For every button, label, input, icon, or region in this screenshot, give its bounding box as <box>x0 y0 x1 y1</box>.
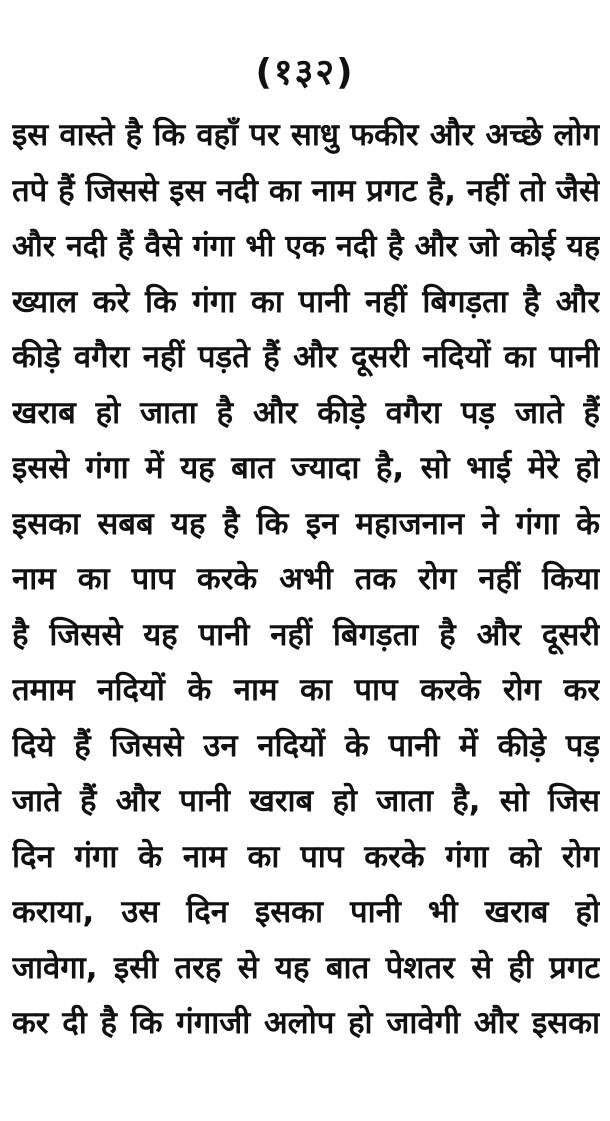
text-line-4: ख्याल करे कि गंगा का पानी नहीं बिगड़ता है और <box>12 283 600 320</box>
text-line-7: इससे गंगा में यह बात ज्यादा है, सो भाई मेरे हो <box>12 450 600 486</box>
text-line-5: कीड़े वगैरा नहीं पड़ते हैं और दूसरी नदियों का पानी <box>12 339 600 375</box>
text-line-14: दिन गंगा के नाम का पाप करके गंगा को रोग <box>12 838 600 875</box>
text-line-15: कराया, उस दिन इसका पानी भी खराब हो <box>12 894 600 930</box>
text-line-2: तपे हैं जिससे इस नदी का नाम प्रगट है, नहीं तो जैसे <box>12 172 600 209</box>
text-line-9: नाम का पाप करके अभी तक रोग नहीं किया <box>12 561 600 597</box>
text-line-3: और नदी हैं वैसे गंगा भी एक नदी है और जो कोई यह <box>12 229 600 264</box>
text-line-13: जाते हैं और पानी खराब हो जाता है, सो जिस <box>12 783 600 819</box>
body-text <box>12 108 600 1052</box>
text-line-16: जावेगा, इसी तरह से यह बात पेशतर से ही प्रगट <box>12 949 600 986</box>
text-line-1: इस वास्ते है कि वहाँ पर साधु फकीर और अच्छे लोग <box>12 117 600 153</box>
text-line-11: तमाम नदियों के नाम का पाप करके रोग कर <box>12 672 600 708</box>
text-line-6: खराब हो जाता है और कीड़े वगैरा पड़ जाते हैं <box>12 394 600 431</box>
text-line-12: दिये हैं जिससे उन नदियों के पानी में कीड़े पड़ <box>12 727 600 764</box>
page-number: (१३२) <box>255 52 355 93</box>
text-line-17: कर दी है कि गंगाजी अलोप हो जावेगी और इसका <box>12 1005 600 1041</box>
text-line-8: इसका सबब यह है कि इन महाजनान ने गंगा के <box>12 505 600 542</box>
text-line-10: है जिससे यह पानी नहीं बिगड़ता है और दूसरी <box>12 616 600 653</box>
